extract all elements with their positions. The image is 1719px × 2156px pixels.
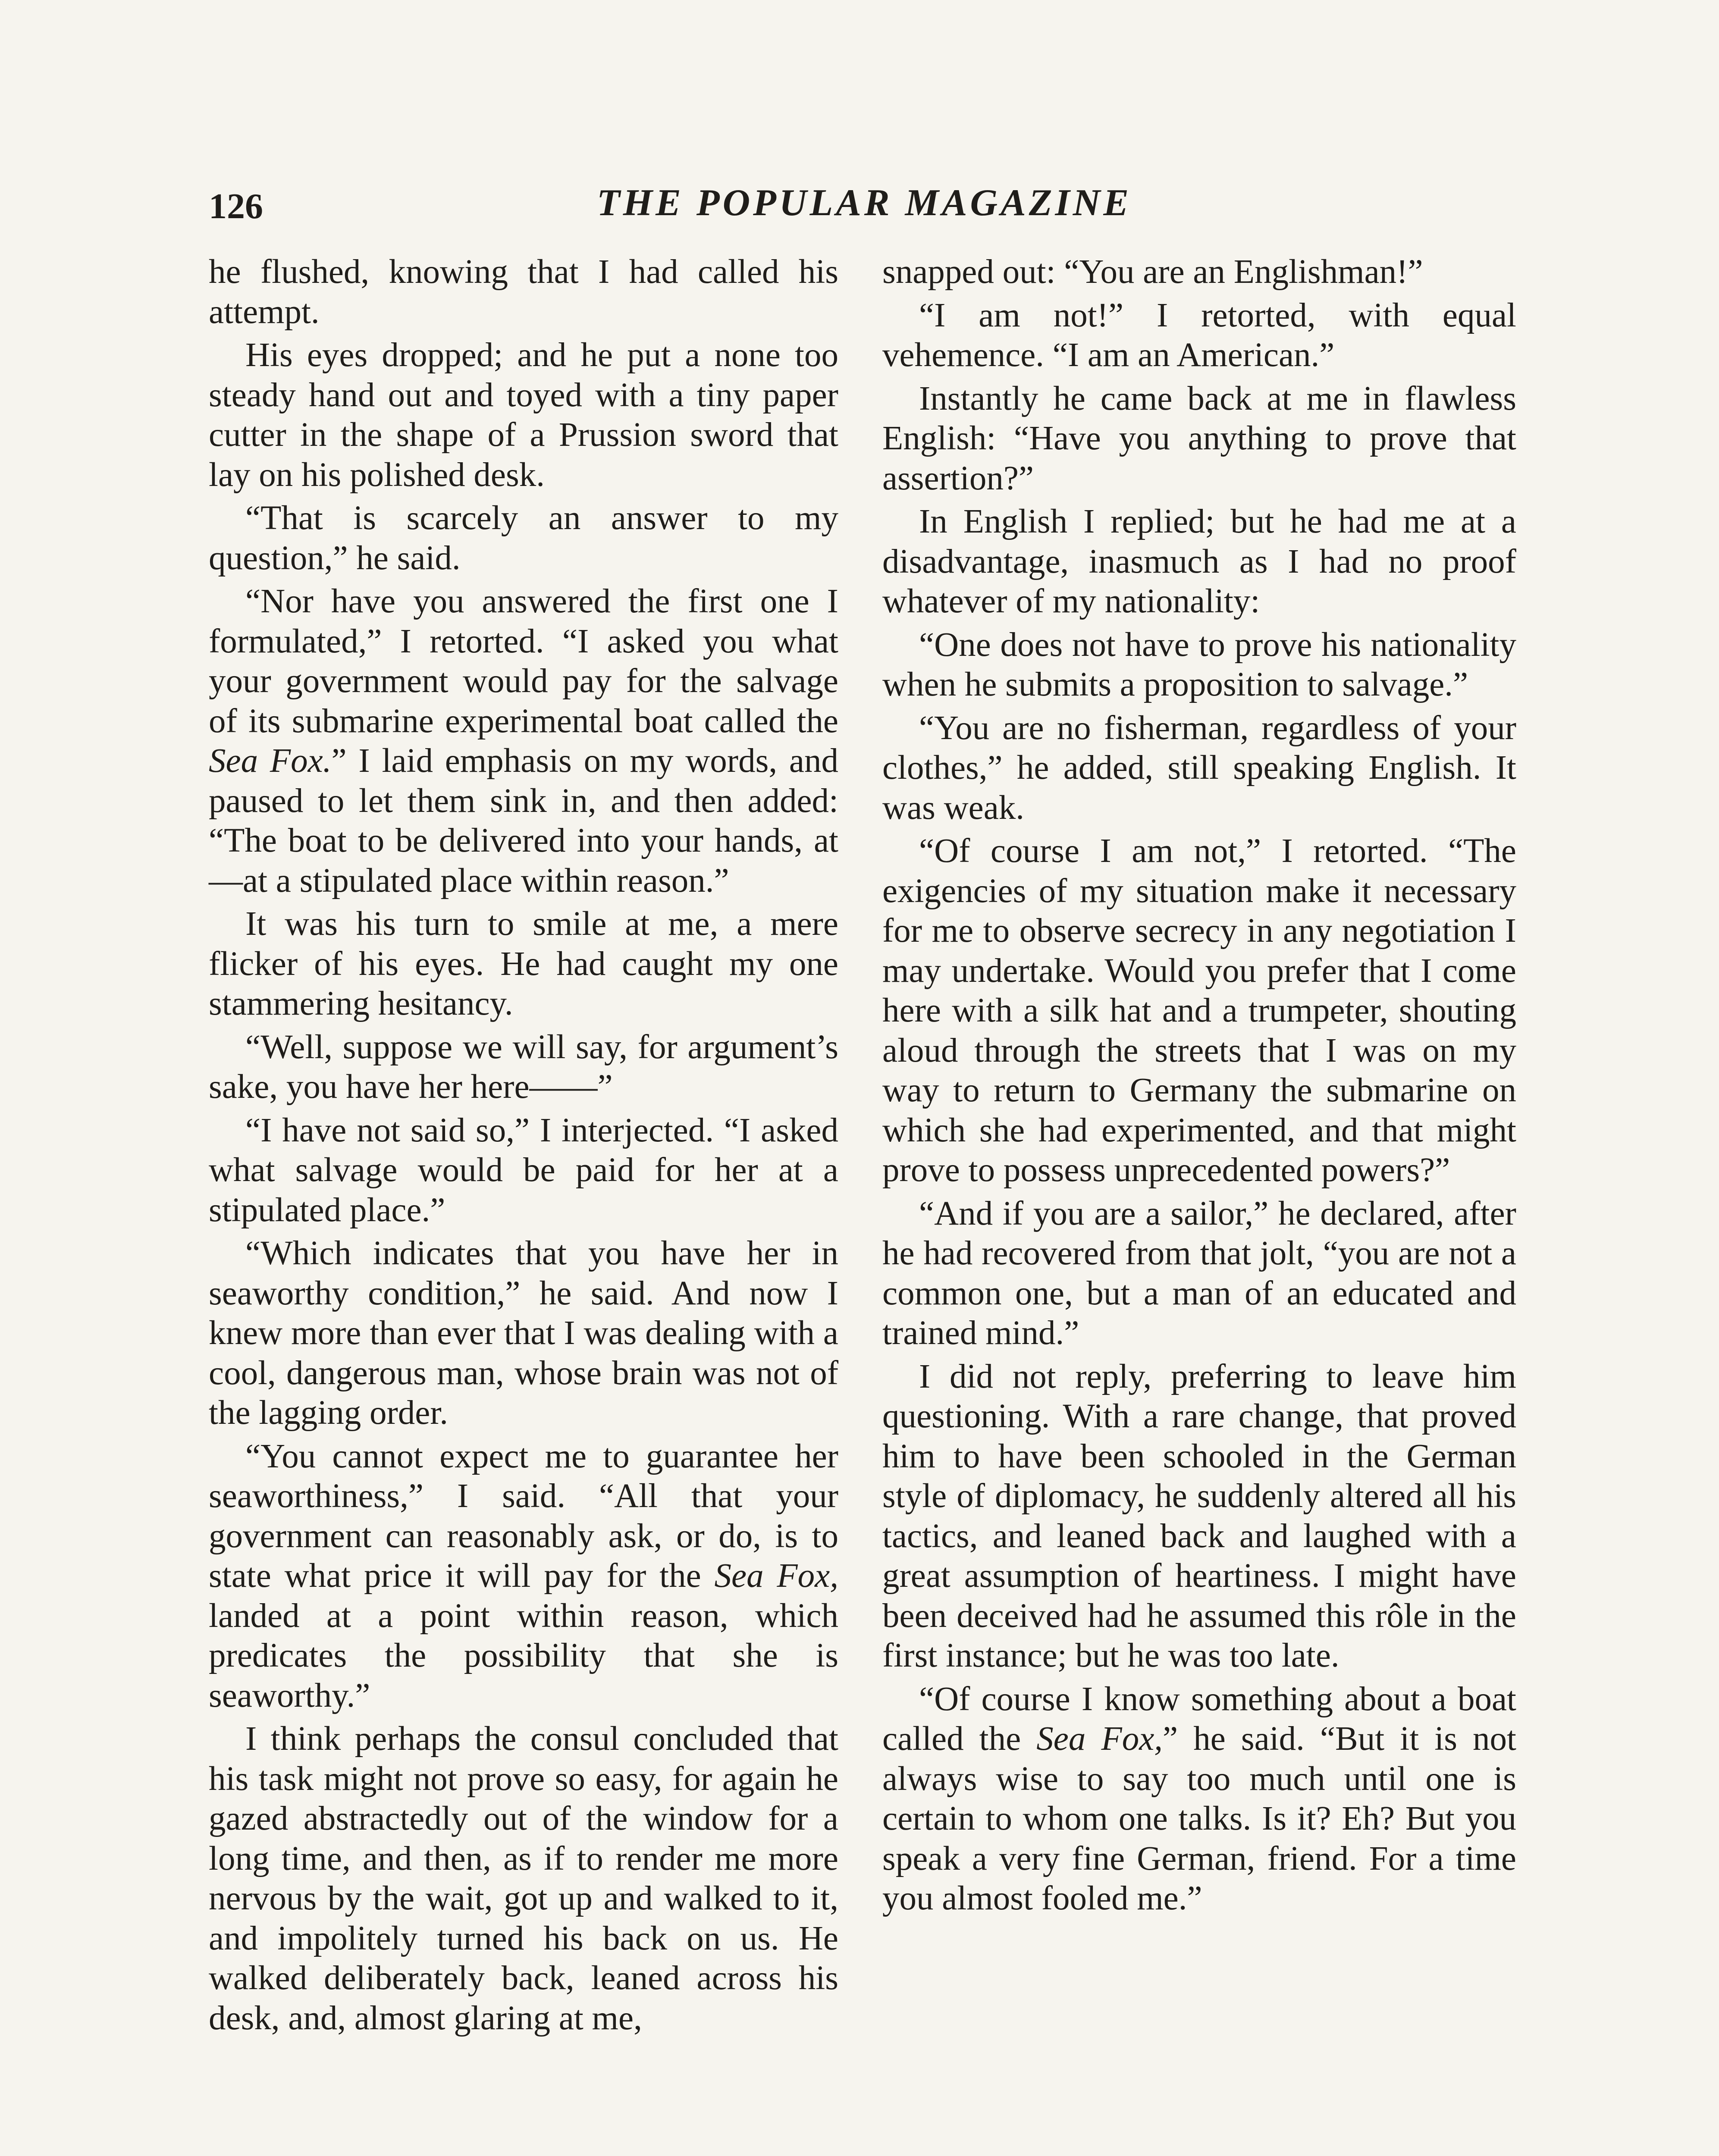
right-text-column: [882, 252, 1516, 1919]
paragraph: “I have not said so,” I interjected. “I asked what salvage would be paid for her at a stipulated place.”: [209, 1111, 838, 1229]
paragraph: snapped out: “You are an Englishman!”: [882, 253, 1423, 291]
paragraph: I think perhaps the consul concluded that his task might not prove so easy, for again he gazed abstractedly out of the window for a long time, and then, as if to render me more nervous by the wait, got up and walked to it, and impolitely turned his back on us. He walked deliberately back, leaned across his desk, and, almost glaring at me,: [209, 1720, 838, 2037]
paragraph: In English I replied; but he had me at a disadvantage, inasmuch as I had no proof whatever of my nationality:: [882, 503, 1516, 620]
magazine-title: THE POPULAR MAGAZINE: [596, 182, 1132, 224]
paragraph: It was his turn to smile at me, a mere flicker of his eyes. He had caught my one stammering hesitancy.: [209, 905, 838, 1022]
paragraph: “Well, suppose we will say, for argument’s sake, you have her here——”: [209, 1028, 838, 1106]
page-number: 126: [209, 186, 263, 226]
italic-title: Sea Fox.: [209, 742, 332, 780]
paragraph: “Of course I am not,” I retorted. “The exigencies of my situation make it necessary for me to observe secrecy in any negotiation I may undertake. Would you prefer that I come here with a silk hat and a trumpeter, shouting aloud through the streets that I was on my way to return to Germany the submarine on which she had experimented, and that might prove to possess unprecedented powers?”: [882, 832, 1516, 1189]
paragraph: Instantly he came back at me in flawless English: “Have you anything to prove that assertion?”: [882, 379, 1516, 497]
italic-title: Sea Fox,: [714, 1557, 838, 1595]
paragraph: His eyes dropped; and he put a none too steady hand out and toyed with a tiny paper cutter in the shape of a Prussion sword that lay on his polished desk.: [209, 336, 838, 494]
paragraph: “You are no fisherman, regardless of your clothes,” he added, still speaking English. It was weak.: [882, 709, 1516, 827]
paragraph: he flushed, knowing that I had called his attempt.: [209, 253, 838, 331]
paragraph: “You cannot expect me to guarantee her seaworthiness,” I said. “All that your government can reasonably ask, or do, is to state what price it will pay for the Sea Fox, landed at a point within reason, which predicates the possibility that she is seaworthy.”: [209, 1437, 838, 1714]
paragraph: “And if you are a sailor,” he declared, after he had recovered from that jolt, “you are not a common one, but a man of an educated and trained mind.”: [882, 1194, 1516, 1352]
left-text-column: [209, 252, 838, 2038]
paragraph: “One does not have to prove his nationality when he submits a proposition to salvage.”: [882, 626, 1516, 703]
paragraph: “Which indicates that you have her in seaworthy condition,” he said. And now I knew more than ever that I was dealing with a cool, dangerous man, whose brain was not of the lagging order.: [209, 1235, 838, 1432]
paragraph: “Of course I know something about a boat called the Sea Fox,” he said. “But it is not always wise to say too much until one is certain to whom one talks. Is it? Eh? But you speak a very fine German, friend. For a time you almost fooled me.”: [882, 1680, 1516, 1917]
paragraph: “I am not!” I retorted, with equal vehemence. “I am an American.”: [882, 296, 1516, 374]
italic-title: Sea Fox,: [1036, 1720, 1163, 1758]
paragraph: “That is scarcely an answer to my question,” he said.: [209, 499, 838, 577]
paragraph: I did not reply, preferring to leave him questioning. With a rare change, that proved him to have been schooled in the German style of diplomacy, he suddenly altered all his tactics, and leaned back and laughed with a great assumption of heartiness. I might have been deceived had he assumed this rôle in the first instance; but he was too late.: [882, 1357, 1516, 1674]
paragraph: “Nor have you answered the first one I formulated,” I retorted. “I asked you what your government would pay for the salvage of its submarine experimental boat called the Sea Fox.” I laid emphasis on my words, and paused to let them sink in, and then added: “The boat to be delivered into your hands, at—at a stipulated place within reason.”: [209, 583, 838, 899]
page-header: [209, 181, 1520, 241]
